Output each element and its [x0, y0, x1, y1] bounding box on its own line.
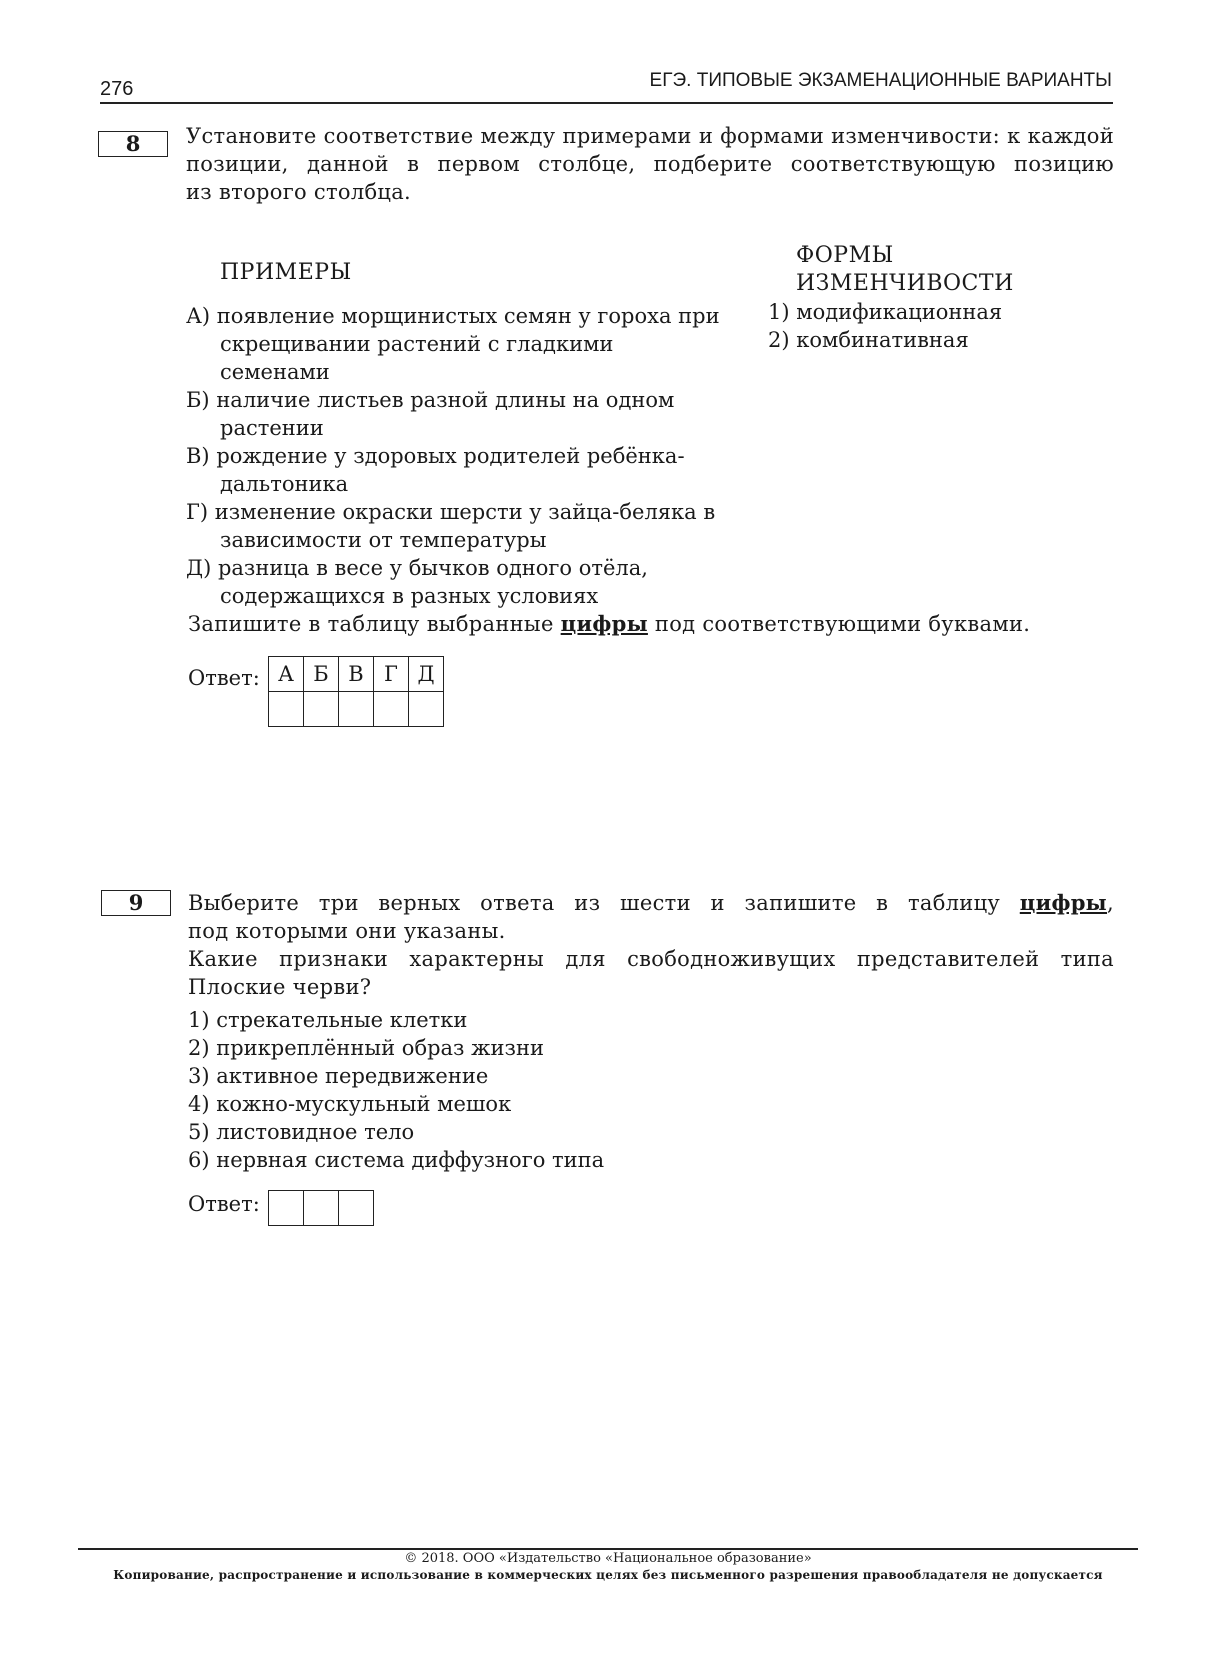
answer-column-header: Д: [409, 657, 444, 692]
header-divider: [100, 102, 1113, 104]
task-9-answer-label: Ответ:: [188, 1192, 260, 1216]
answer-cell[interactable]: [374, 692, 409, 727]
answer-header-row: [269, 657, 444, 692]
example-text: рождение у здоровых родителей ребёнка-дальтоника: [216, 444, 685, 496]
task-9-options: [188, 1006, 604, 1174]
example-text: наличие листьев разной длины на одном растении: [216, 388, 675, 440]
task-8-answer-table: [268, 656, 444, 727]
example-item: [186, 302, 726, 386]
answer-column-header: В: [339, 657, 374, 692]
forms-list: [768, 298, 1002, 354]
footer-notice: Копирование, распространение и использование в коммерческих целях без письменного разрешения правообладателя не допускается: [113, 1568, 1103, 1582]
running-head: ЕГЭ. ТИПОВЫЕ ЭКЗАМЕНАЦИОННЫЕ ВАРИАНТЫ: [649, 70, 1112, 91]
answer-cell[interactable]: [269, 692, 304, 727]
option-item: 5) листовидное тело: [188, 1120, 415, 1144]
task-9-number: 9: [101, 890, 171, 916]
answer-cell[interactable]: [269, 1191, 304, 1226]
answer-cell[interactable]: [409, 692, 444, 727]
footer-copyright: © 2018. ООО «Издательство «Национальное образование»: [404, 1551, 812, 1566]
examples-list: [186, 302, 726, 610]
task-9-line: под которыми они указаны.: [188, 919, 506, 943]
answer-column-header: Г: [374, 657, 409, 692]
example-label: А): [186, 304, 211, 328]
instruction-emphasis: цифры: [560, 611, 648, 636]
answer-input-row: [269, 1191, 374, 1226]
footer-divider: [78, 1548, 1138, 1550]
answer-column-header: Б: [304, 657, 339, 692]
example-item: [186, 386, 726, 442]
example-text: разница в весе у бычков одного отёла, содержащихся в разных условиях: [217, 556, 648, 608]
instruction-text: Запишите в таблицу выбранные: [188, 612, 554, 636]
answer-cell[interactable]: [304, 692, 339, 727]
example-item: [186, 554, 726, 610]
task-8-instruction: [188, 610, 1030, 638]
example-label: В): [186, 444, 210, 468]
answer-column-header: А: [269, 657, 304, 692]
form-item: 1) модификационная: [768, 300, 1003, 324]
page-number: 276: [100, 78, 134, 100]
task-8-question-line: из второго столбца.: [186, 180, 412, 204]
examples-column-header: ПРИМЕРЫ: [220, 260, 352, 285]
example-text: появление морщинистых семян у гороха при скрещивании растений с гладкими семенами: [216, 304, 720, 384]
instruction-text: под соответствующими буквами.: [654, 612, 1031, 636]
task-9-emphasis: цифры: [1019, 890, 1108, 915]
option-item: 4) кожно-мускульный мешок: [188, 1092, 512, 1116]
task-8-question-line: позиции, данной в первом столбце, подберите соответствующую позицию: [186, 152, 1114, 176]
task-8-question-line: Установите соответствие между примерами и формами изменчивости: к каждой: [186, 124, 1114, 148]
example-label: Д): [186, 556, 212, 580]
example-text: изменение окраски шерсти у зайца-беляка в зависимости от температуры: [214, 500, 716, 552]
answer-cell[interactable]: [339, 1191, 374, 1226]
task-9-answer-table: [268, 1190, 374, 1226]
task-8-number: 8: [98, 131, 168, 157]
task-9-line: [188, 889, 1114, 917]
option-item: 3) активное передвижение: [188, 1064, 489, 1088]
answer-cell[interactable]: [304, 1191, 339, 1226]
task-9-question: [188, 889, 1114, 1001]
forms-header-line: ФОРМЫ: [796, 243, 894, 268]
task-9-line: Какие признаки характерны для свободноживущих представителей типа: [188, 947, 1114, 971]
task-9-text: Выберите три верных ответа из шести и запишите в таблицу: [188, 891, 1001, 915]
option-item: 2) прикреплённый образ жизни: [188, 1036, 544, 1060]
example-label: Б): [186, 388, 210, 412]
task-8-answer-label: Ответ:: [188, 666, 260, 690]
example-label: Г): [186, 500, 209, 524]
answer-cell[interactable]: [339, 692, 374, 727]
form-item: 2) комбинативная: [768, 328, 969, 352]
forms-header-line: ИЗМЕНЧИВОСТИ: [796, 271, 1014, 296]
example-item: [186, 442, 726, 498]
forms-column-header: [796, 242, 1014, 298]
task-8-question: [186, 122, 1114, 206]
answer-input-row: [269, 692, 444, 727]
task-9-punct: ,: [1107, 891, 1115, 915]
option-item: 6) нервная система диффузного типа: [188, 1148, 605, 1172]
example-item: [186, 498, 726, 554]
task-9-line: Плоские черви?: [188, 975, 372, 999]
option-item: 1) стрекательные клетки: [188, 1008, 468, 1032]
